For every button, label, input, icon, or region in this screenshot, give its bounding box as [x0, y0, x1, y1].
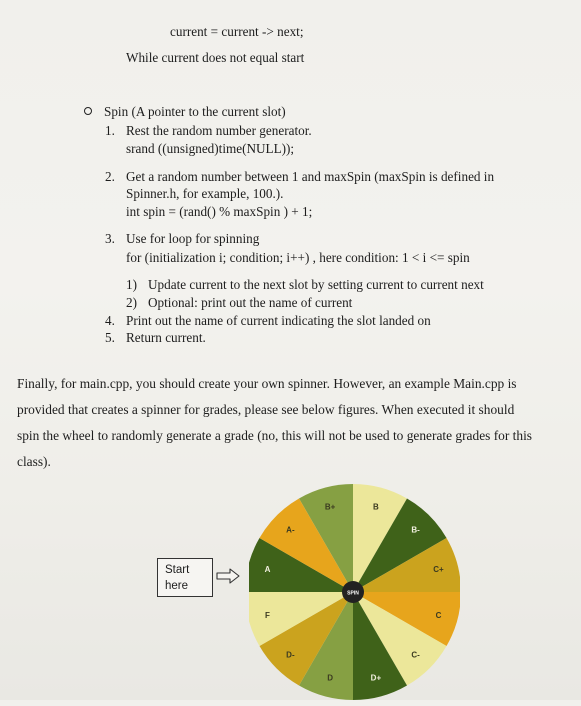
- wheel-slice-label: C: [435, 610, 442, 620]
- paragraph-line-3: spin the wheel to randomly generate a grade (no, this will not be used to generate grades for this: [17, 428, 533, 443]
- substep-1-number: 1): [126, 277, 137, 292]
- step-3-code: for (initialization i; condition; i++) , here condition: 1 < i <= spin: [126, 250, 470, 265]
- step-2-text: Get a random number between 1 and maxSpin (maxSpin is defined in: [126, 169, 495, 184]
- substep-1-text: Update current to the next slot by setting current to current next: [148, 277, 484, 292]
- step-4-text: Print out the name of current indicating the slot landed on: [126, 313, 431, 328]
- grade-spinner-wheel: [249, 478, 460, 706]
- wheel-slice-label: D-: [286, 650, 295, 660]
- wheel-slice-label: C-: [411, 650, 420, 660]
- wheel-slice-label: A-: [286, 525, 295, 535]
- circle-bullet-icon: [84, 107, 92, 115]
- step-4-number: 4.: [105, 313, 115, 328]
- start-here-box: [157, 558, 213, 597]
- wheel-slice-label: C+: [433, 565, 444, 575]
- code-line-1: current = current -> next;: [170, 24, 304, 39]
- step-1-text: Rest the random number generator.: [126, 123, 312, 138]
- step-1-number: 1.: [105, 123, 115, 138]
- step-2-number: 2.: [105, 169, 115, 184]
- step-5-text: Return current.: [126, 330, 206, 345]
- step-2-continuation: Spinner.h, for example, 100.).: [126, 186, 284, 201]
- start-label: Start: [165, 564, 190, 576]
- paragraph-line-2: provided that creates a spinner for grades, please see below figures. When executed it should: [17, 402, 515, 417]
- right-arrow-icon: [216, 568, 240, 584]
- wheel-slice-label: A: [264, 565, 271, 575]
- step-3-text: Use for loop for spinning: [126, 231, 260, 246]
- wheel-slice-label: D+: [370, 673, 382, 683]
- substep-2-text: Optional: print out the name of current: [148, 295, 353, 310]
- paragraph-line-4: class).: [17, 454, 51, 469]
- here-label: here: [165, 580, 189, 592]
- wheel-slice-label: B: [373, 502, 379, 512]
- step-5-number: 5.: [105, 330, 115, 345]
- step-3-number: 3.: [105, 231, 115, 246]
- wheel-slice-label: B+: [324, 502, 336, 512]
- spin-button-label: SPIN: [347, 590, 359, 597]
- step-2-code: int spin = (rand() % maxSpin ) + 1;: [126, 204, 313, 219]
- paragraph-line-1: Finally, for main.cpp, you should create your own spinner. However, an example Main.cpp is: [17, 376, 517, 391]
- substep-2-number: 2): [126, 295, 137, 310]
- wheel-slice-label: B-: [411, 525, 420, 535]
- code-line-2: While current does not equal start: [126, 50, 305, 65]
- wheel-slice-label: D: [327, 673, 333, 683]
- step-1-code: srand ((unsigned)time(NULL));: [126, 141, 295, 156]
- wheel-slice-label: F: [265, 610, 270, 620]
- spin-title: Spin (A pointer to the current slot): [104, 104, 286, 119]
